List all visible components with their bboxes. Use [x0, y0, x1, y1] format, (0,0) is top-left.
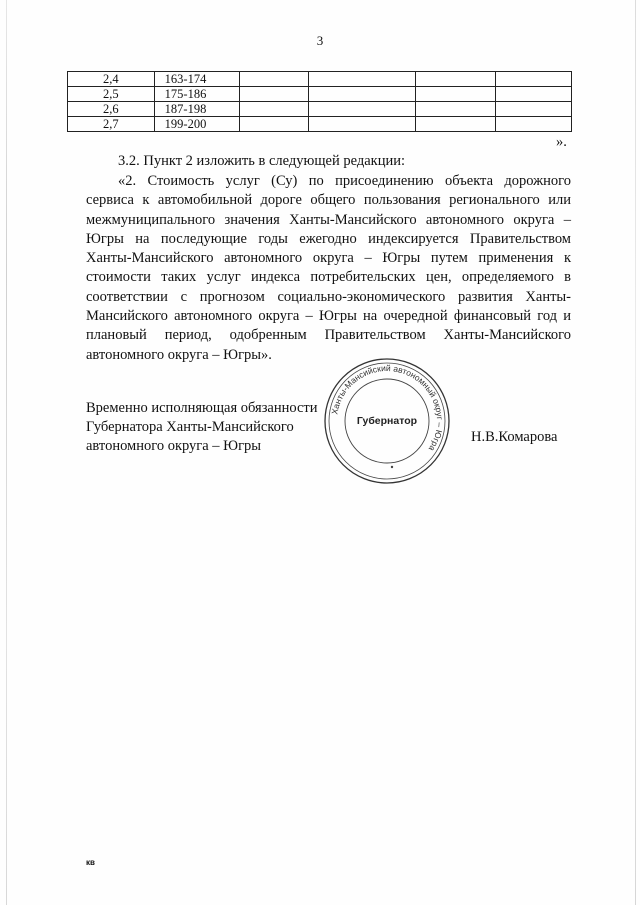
table-row: [68, 87, 572, 102]
body-line: автономного округа – Югры».: [86, 346, 272, 363]
empty-cell: [308, 87, 415, 102]
table-row: [68, 102, 572, 117]
signatory-title: [86, 399, 318, 456]
body-line: плановый период, одобренным Правительством Ханты-Мансийского: [86, 327, 571, 344]
signatory-title-line: Губернатора Ханты-Мансийского: [86, 419, 294, 435]
row-index-cell: 2,4: [68, 72, 155, 87]
signatory-title-line: Временно исполняющая обязанности: [86, 400, 318, 416]
seal-ring-text: Ханты-Мансийский автономный округ – Югра: [329, 362, 446, 454]
empty-cell: [416, 72, 496, 87]
empty-cell: [308, 102, 415, 117]
empty-cell: [496, 87, 572, 102]
body-line: Югры на последующие годы ежегодно индексируется Правительством: [86, 230, 571, 247]
row-index-cell: 2,5: [68, 87, 155, 102]
seal-dot: [391, 466, 393, 468]
row-range-cell: 199-200: [154, 117, 239, 132]
row-index-cell: 2,6: [68, 102, 155, 117]
empty-cell: [496, 102, 572, 117]
empty-cell: [308, 117, 415, 132]
empty-cell: [239, 87, 308, 102]
empty-cell: [308, 72, 415, 87]
table-row: [68, 117, 572, 132]
row-range-cell: 175-186: [154, 87, 239, 102]
row-range-cell: 187-198: [154, 102, 239, 117]
seal-center-text: Губернатор: [356, 415, 418, 427]
row-range-cell: 163-174: [154, 72, 239, 87]
page-number: 3: [316, 33, 324, 48]
empty-cell: [416, 102, 496, 117]
empty-cell: [239, 72, 308, 87]
body-line: Мансийского автономного округа – Югры на очередной финансовый год и: [86, 308, 571, 325]
signatory-name: Н.В.Комарова: [471, 429, 558, 445]
continuation-table: [67, 71, 572, 132]
empty-cell: [239, 117, 308, 132]
table-row: [68, 72, 572, 87]
empty-cell: [416, 117, 496, 132]
body-line: межмуниципального значения Ханты-Мансийского автономного округа –: [86, 211, 571, 228]
empty-cell: [496, 117, 572, 132]
empty-cell: [496, 72, 572, 87]
footer-initials: кв: [86, 858, 95, 867]
section-heading: 3.2. Пункт 2 изложить в следующей редакции:: [118, 153, 406, 169]
empty-cell: [416, 87, 496, 102]
scan-edge-left: [6, 0, 7, 905]
empty-cell: [239, 102, 308, 117]
body-line: Ханты-Мансийского автономного округа – Югры путем применения к: [86, 250, 571, 267]
official-seal: [322, 356, 452, 486]
body-line: стоимости таких услуг индекса потребительских цен, определяемого в: [86, 269, 571, 286]
closing-quote: ».: [556, 134, 567, 150]
scan-edge-right: [635, 0, 636, 905]
row-index-cell: 2,7: [68, 117, 155, 132]
body-line: «2. Стоимость услуг (Су) по присоединению объекта дорожного: [118, 173, 571, 189]
body-line: сервиса к автомобильной дороге общего пользования регионального или: [86, 192, 571, 209]
amendment-text: [86, 172, 571, 365]
signatory-title-line: автономного округа – Югры: [86, 438, 262, 454]
body-line: соответствии с прогнозом социально-экономического развития Ханты-: [86, 288, 571, 305]
